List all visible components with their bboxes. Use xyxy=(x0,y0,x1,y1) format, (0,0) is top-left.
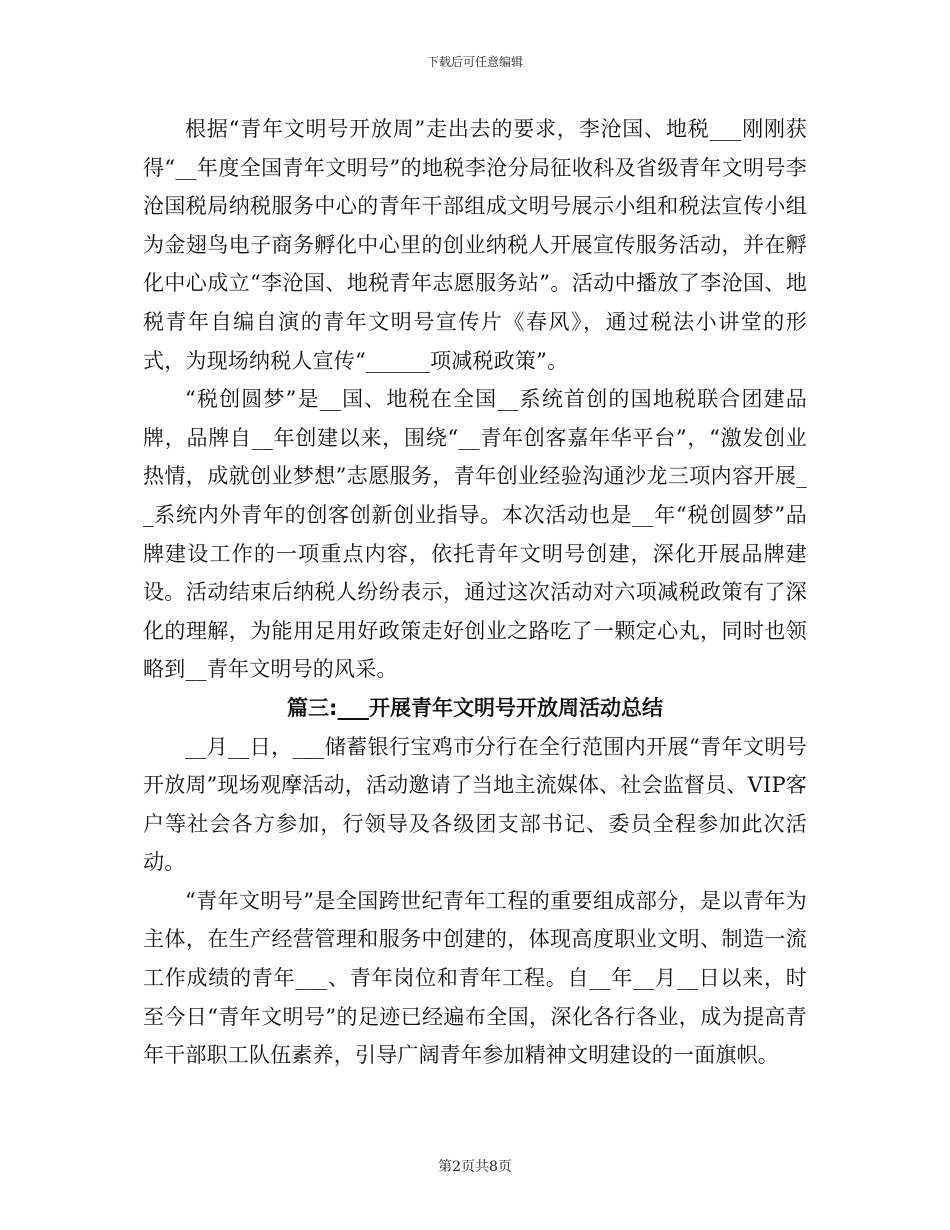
section-paragraph: “青年文明号”是全国跨世纪青年工程的重要组成部分，是以青年为主体，在生产经营管理和服务中创建的，体现高度职业文明、制造一流工作成绩的青年___、青年岗位和青年工程。自__年__月__日以来，时至今日“青年文明号”的足迹已经遍布全国，深化各行各业，成为提高青年干部职工队伍素养，引导广阔青年参加精神文明建设的一面旗帜。 xyxy=(143,888,807,1068)
section-paragraph: __月__日，___储蓄银行宝鸡市分行在全行范围内开展“青年文明号开放周”现场观摩活动，活动邀请了当地主流媒体、社会监督员、VIP客户等社会各方参加，行领导及各级团支部书记、委员全程参加此次活动。 xyxy=(143,734,807,875)
body-paragraph: “税创圆梦”是__国、地税在全国__系统首创的国地税联合团建品牌，品牌自__年创建以来，围绕“__青年创客嘉年华平台”，“激发创业热情，成就创业梦想”志愿服务，青年创业经验沟通沙龙三项内容开展__系统内外青年的创客创新创业指导。本次活动也是__年“税创圆梦”品牌建设工作的一项重点内容，依托青年文明号创建，深化开展品牌建设。活动结束后纳税人纷纷表示，通过这次活动对六项减税政策有了深化的理解，为能用足用好政策走好创业之路吃了一颗定心丸，同时也领略到__青年文明号的风采。 xyxy=(143,387,807,682)
document-body xyxy=(143,110,807,1075)
page-footer: 第2页共8页 xyxy=(438,1159,512,1175)
body-paragraph: 根据“青年文明号开放周”走出去的要求，李沧国、地税___刚刚获得“__年度全国青年文明号”的地税李沧分局征收科及省级青年文明号李沧国税局纳税服务中心的青年干部组成文明号展示小组和税法宣传小组为金翅鸟电子商务孵化中心里的创业纳税人开展宣传服务活动，并在孵化中心成立“李沧国、地税青年志愿服务站”。活动中播放了李沧国、地税青年自编自演的青年文明号宣传片《春风》，通过税法小讲堂的形式，为现场纳税人宣传“______项减税政策”。 xyxy=(143,117,807,373)
page-header: 下载后可任意编辑 xyxy=(426,55,523,69)
section-title: 篇三:___开展青年文明号开放周活动总结 xyxy=(287,695,663,720)
